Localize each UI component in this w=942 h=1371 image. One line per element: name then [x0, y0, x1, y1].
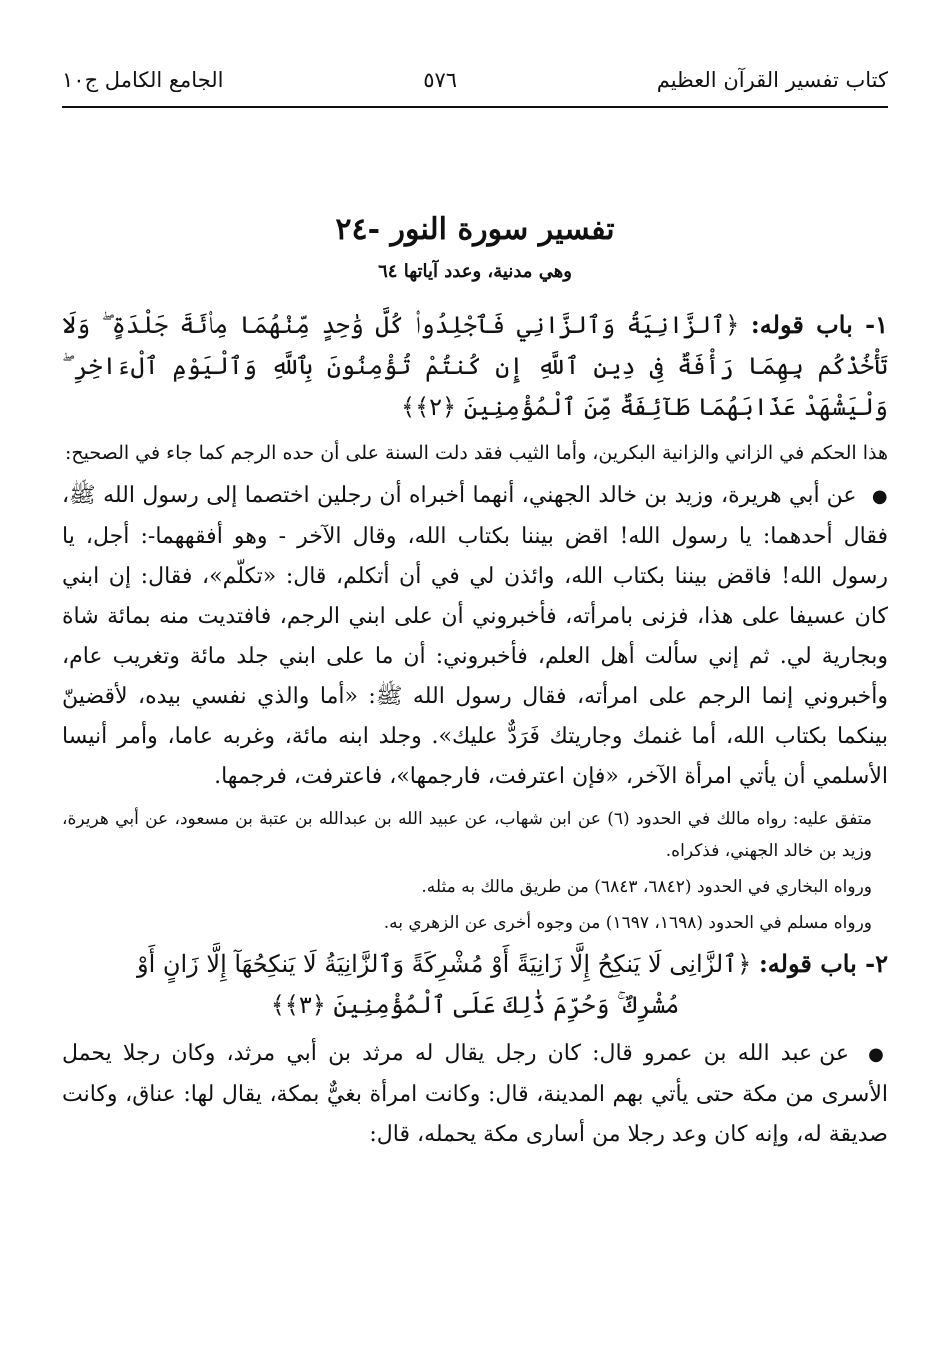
page-content [62, 212, 888, 1161]
chapter-2-hadith [62, 1034, 888, 1155]
chapter-2-label: ٢- باب قوله: [758, 949, 888, 978]
chapter-1-commentary: هذا الحكم في الزاني والزانية البكرين، وأما الثيب فقد دلت السنة على أن حده الرجم كما جاء في الصحيح: [64, 442, 888, 464]
chapter-1-hadith-text: عن أبي هريرة، وزيد بن خالد الجهني، أنهما أخبراه أن رجلين اختصما إلى رسول الله ﷺ، فقال أحدهما: يا رسول الله! اقض بيننا بكتاب الله، وقال الآخر - وهو أفقههما-: أجل، يا رسول الله! فاقض بيننا بكتاب الله، وائذن لي في أن أتكلم، قال: «تكلّم»، فقال: إن ابني كان عسيفا على هذا، فزنى بامرأته، فأخبروني أن على ابني الرجم، فافتديت منه بمائة شاة وبجارية لي. ثم إني سألت أهل العلم، فأخبروني: أن ما على ابني جلد مائة وتغريب عام، وأخبروني إنما الرجم على امرأته، فقال رسول الله ﷺ: «أما والذي نفسي بيده، لأقضينّ بينكما بكتاب الله، أما غنمك وجاريتك فَرَدٌّ عليك». وجلد ابنه مائة، وغربه عاما، وأمر أنيسا الأسلمي أن يأتي امرأة الآخر، «فإن اعترفت، فارجمها»، فاعترفت، فرجمها. [62, 483, 888, 789]
chapter-2-hadith-text: عن عبد الله بن عمرو قال: كان رجل يقال له مرثد بن أبي مرثد، وكان رجلا يحمل الأسرى من مكة حتى يأتي بهم المدينة، قال: وكانت امرأة بغيٌّ بمكة، يقال لها: عناق، وكانت صديقة له، وإنه كان وعد رجلا من أسارى مكة يحمله، قال: [62, 1041, 888, 1147]
chapter-1-note-2: ورواه البخاري في الحدود (٦٨٤٢، ٦٨٤٣) من طريق مالك به مثله. [421, 877, 872, 897]
book-title: كتاب تفسير القرآن العظيم [656, 68, 888, 92]
chapter-1-heading [62, 304, 888, 428]
chapter-2-heading [62, 943, 888, 985]
volume-label: الجامع الكامل ج١٠ [62, 68, 224, 92]
header-divider [62, 106, 888, 108]
chapter-2-verse-line-2: مُشْرِكٌ ۚ وَحُرِّمَ ذَٰلِكَ عَلَى ٱلْمُؤْمِنِينَ ﴿٣﴾﴾ [270, 991, 680, 1019]
surah-title: تفسير سورة النور -٢٤ [335, 212, 615, 247]
chapter-1-note-3: ورواه مسلم في الحدود (١٦٩٨، ١٦٩٧) من وجوه أخرى عن الزهري به. [383, 913, 872, 933]
page-number: ٥٧٦ [423, 68, 458, 92]
chapter-1-label: ١- باب قوله: [750, 310, 888, 339]
surah-subtitle: وهي مدنية، وعدد آياتها ٦٤ [378, 261, 572, 282]
bullet-icon: ● [871, 486, 888, 507]
chapter-1-hadith [62, 476, 888, 797]
page-header [62, 58, 888, 102]
chapter-2-verse-line-1: ﴿ٱلزَّانِى لَا يَنكِحُ إِلَّا زَانِيَةً أَوْ مُشْرِكَةً وَٱلزَّانِيَةُ لَا يَنكِحُهَآ إِلَّا زَانٍ أَوْ [137, 950, 752, 978]
chapter-1-verse: ﴿ٱلزَّانِيَةُ وَٱلزَّانِي فَٱجْلِدُوا۟ كُلَّ وَٰحِدٍ مِّنْهُمَا مِا۟ئَةَ جَلْدَةٍ ۖ وَلَا تَأْخُذْكُم بِهِمَا رَأْفَةٌ فِى دِينِ ٱللَّهِ إِن كُنتُمْ تُؤْمِنُونَ بِٱللَّهِ وَٱلْيَوْمِ ٱلْءَاخِرِ ۖ وَلْيَشْهَدْ عَذَابَهُمَا طَآئِفَةٌ مِّنَ ٱلْمُؤْمِنِينَ ﴿٢﴾﴾ [62, 311, 888, 421]
bullet-icon: ● [868, 1044, 888, 1065]
chapter-1-note-1: متفق عليه: رواه مالك في الحدود (٦) عن ابن شهاب، عن عبيد الله بن عبدالله بن عتبة بن مسعود، عن أبي هريرة، وزيد بن خالد الجهني، فذكراه. [62, 809, 872, 861]
